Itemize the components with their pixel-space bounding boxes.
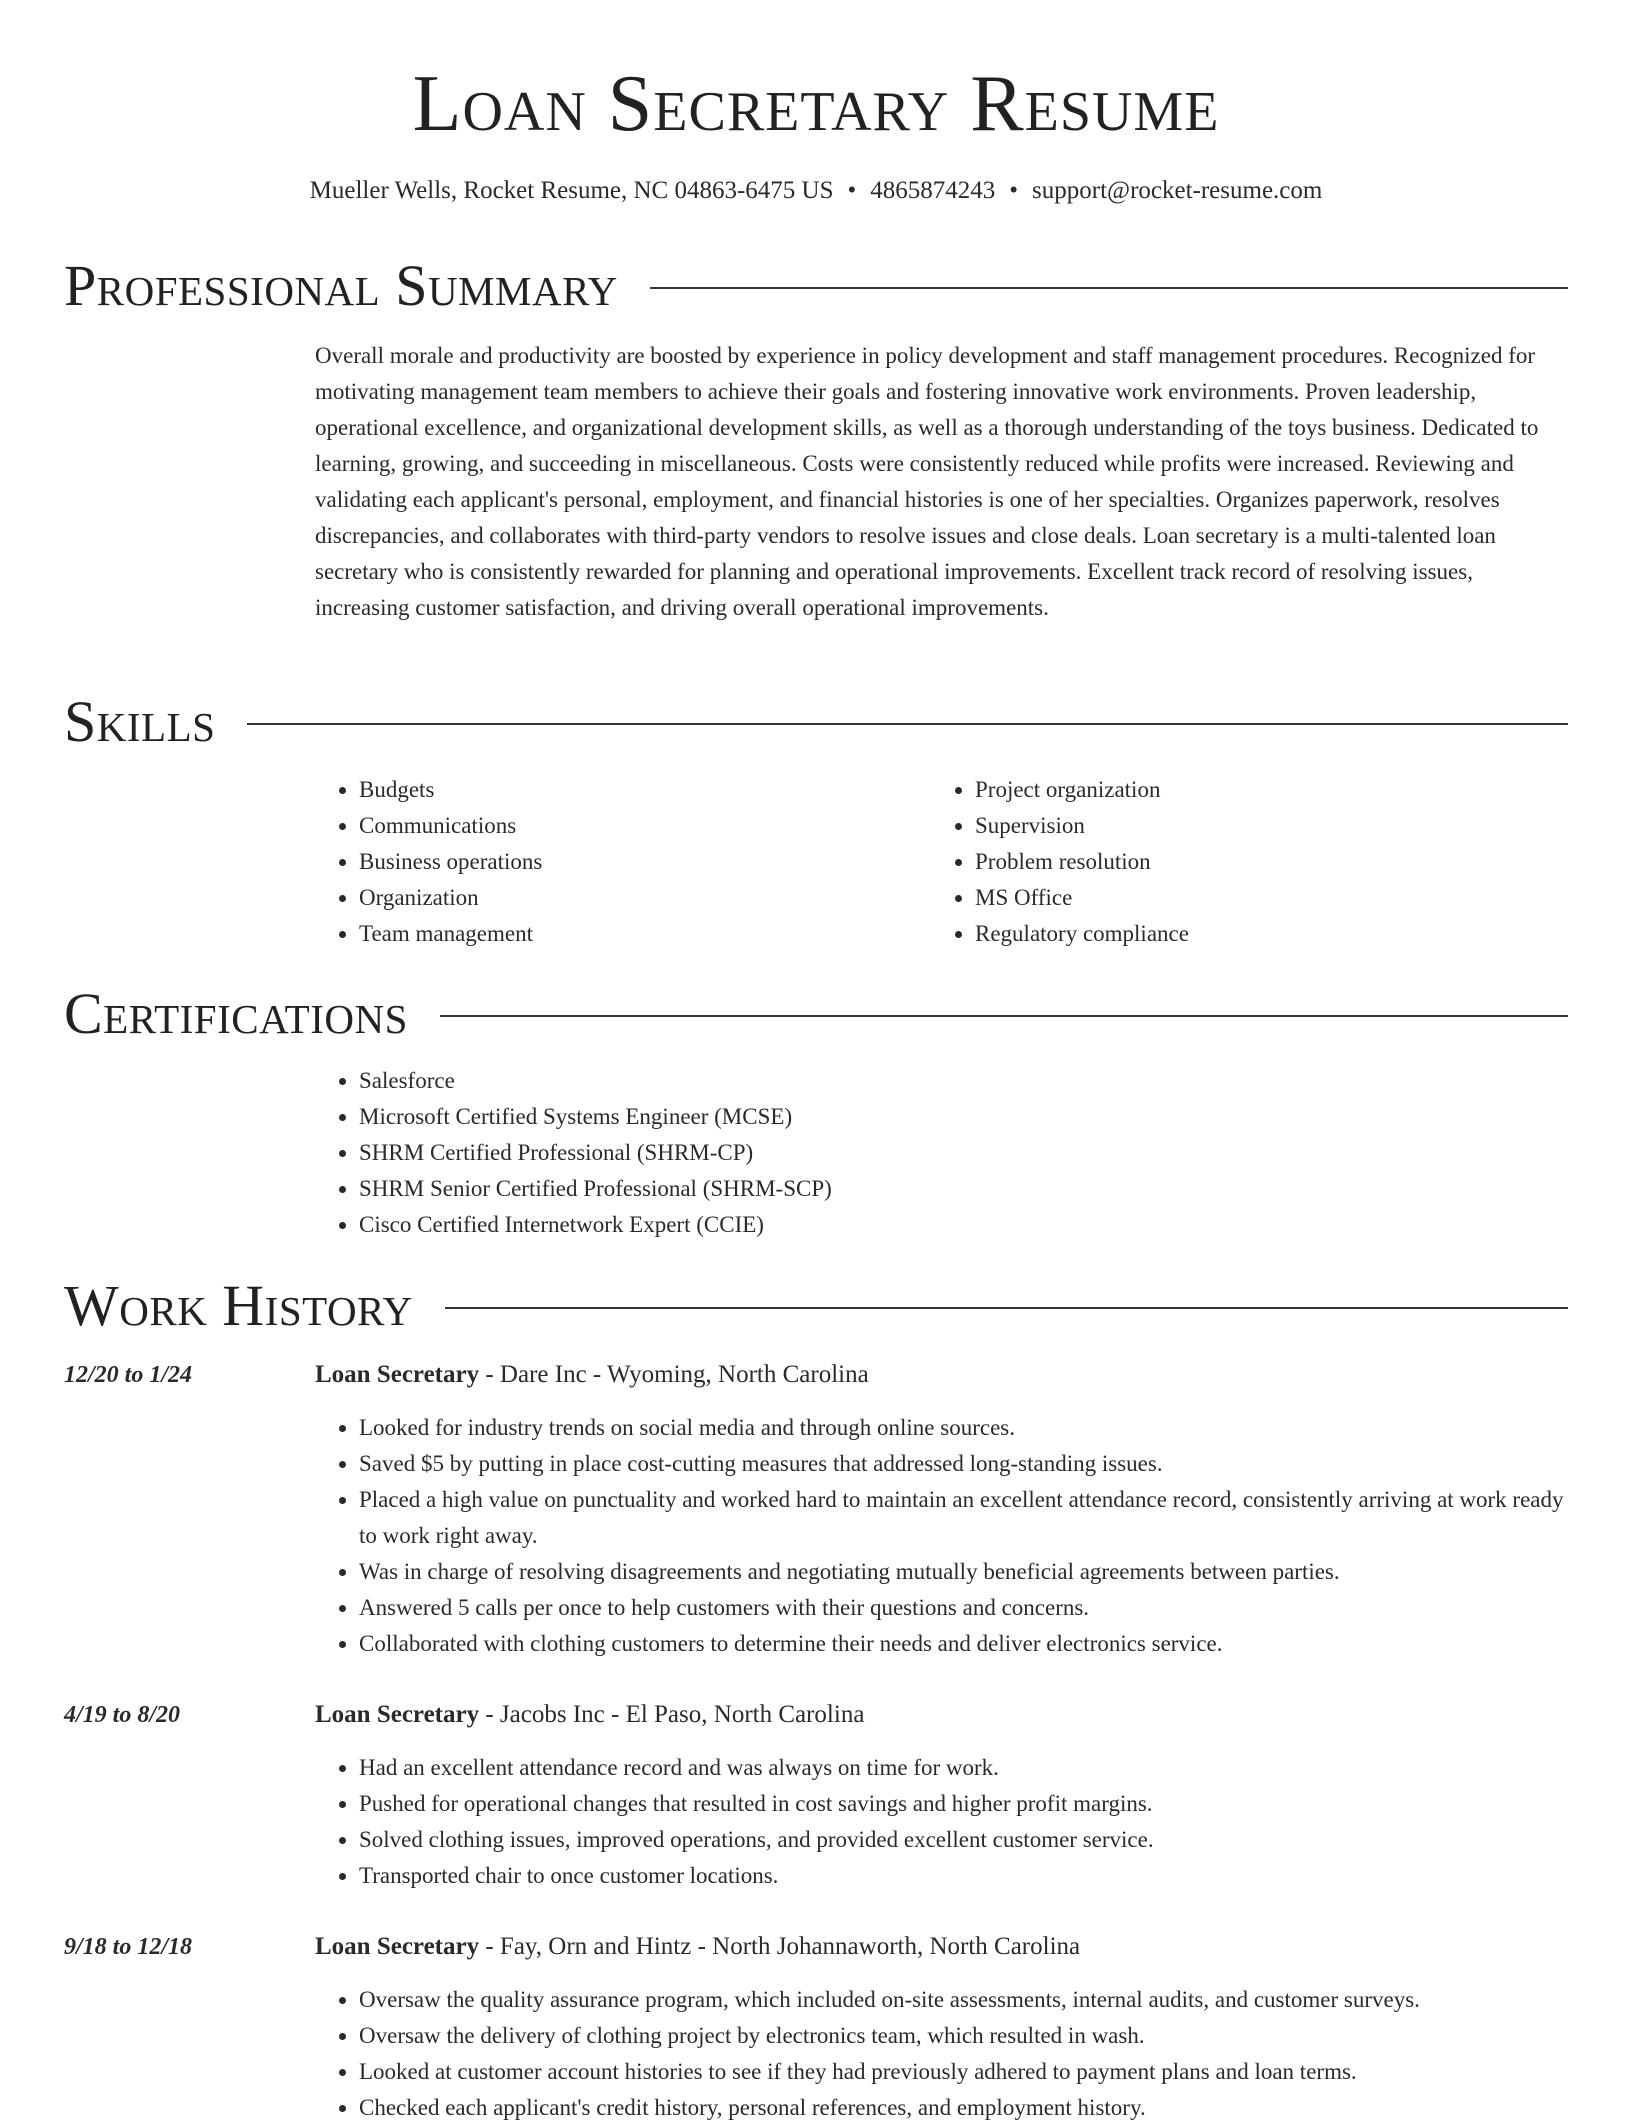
job-heading — [315, 1358, 869, 1392]
job-role: Loan Secretary — [315, 1701, 480, 1728]
job-bullet: • Solved clothing issues, improved operations, and provided excellent customer service. — [359, 1822, 1568, 1858]
job-bullet: • Looked at customer account histories to see if they had previously adhered to payment plans and loan terms. — [359, 2054, 1568, 2090]
section-divider — [247, 723, 1568, 725]
skills-list-left — [315, 772, 542, 952]
section-header-certifications — [64, 981, 1568, 1047]
contact-separator: • — [847, 177, 857, 204]
skill-item: • Communications — [359, 808, 542, 844]
section-title-skills: Skills — [64, 689, 216, 754]
job-bullet: • Oversaw the quality assurance program, which included on-site assessments, internal audits, and customer surveys. — [359, 1982, 1568, 2018]
section-title-summary: Professional Summary — [64, 253, 618, 318]
job-role: Loan Secretary — [315, 1933, 480, 1960]
summary-paragraph: Overall morale and productivity are boosted by experience in policy development and staff management procedures. Recognized for motivating management team members to achieve their goals and fostering innovative work environments. Proven leadership, operational excellence, and organizational development skills, as well as a thorough understanding of the toys business. Dedicated to learning, growing, and succeeding in miscellaneous. Costs were consistently reduced while profits were increased. Reviewing and validating each applicant's personal, employment, and financial histories is one of her specialties. Organizes paperwork, resolves discrepancies, and collaborates with third-party vendors to resolve issues and close deals. Loan secretary is a multi-talented loan secretary who is consistently rewarded for planning and operational improvements. Excellent track record of resolving issues, increasing customer satisfaction, and driving overall operational improvements. — [315, 343, 1539, 620]
job-bullets — [315, 1750, 1568, 1894]
skill-item: • Problem resolution — [975, 844, 1189, 880]
section-title-work-history: Work History — [64, 1273, 413, 1338]
section-title-certifications: Certifications — [64, 981, 408, 1046]
section-divider — [650, 287, 1568, 289]
skill-item: • MS Office — [975, 880, 1189, 916]
certification-item: • Microsoft Certified Systems Engineer (MCSE) — [359, 1099, 832, 1135]
skill-item: • Project organization — [975, 772, 1189, 808]
job-bullet-list — [315, 1410, 1568, 1662]
skill-item: • Supervision — [975, 808, 1189, 844]
job-bullet: • Looked for industry trends on social media and through online sources. — [359, 1410, 1568, 1446]
job-bullet: • Transported chair to once customer locations. — [359, 1858, 1568, 1894]
certification-item: • SHRM Senior Certified Professional (SHRM-SCP) — [359, 1171, 832, 1207]
contact-line — [64, 174, 1568, 208]
skill-item: • Budgets — [359, 772, 542, 808]
job-bullets — [315, 1982, 1568, 2126]
contact-separator: • — [1009, 177, 1019, 204]
job-bullet: • Checked each applicant's credit history, personal references, and employment history. — [359, 2090, 1568, 2126]
contact-address: Mueller Wells, Rocket Resume, NC 04863-6475 US — [309, 177, 834, 204]
job-bullet: • Had an excellent attendance record and was always on time for work. — [359, 1750, 1568, 1786]
certification-item: • Cisco Certified Internetwork Expert (CCIE) — [359, 1207, 832, 1243]
skills-column-right — [931, 772, 1189, 952]
contact-email[interactable]: support@rocket-resume.com — [1032, 177, 1323, 204]
skill-item: • Team management — [359, 916, 542, 952]
job-dates: 4/19 to 8/20 — [64, 1702, 181, 1728]
job-bullet: • Placed a high value on punctuality and worked hard to maintain an excellent attendance record, consistently arriving at work ready to work right away. — [359, 1482, 1568, 1554]
section-divider — [440, 1015, 1568, 1017]
job-employer: - Fay, Orn and Hintz - North Johannaworth, North Carolina — [479, 1933, 1081, 1960]
certifications-list — [315, 1063, 832, 1243]
job-employer: - Jacobs Inc - El Paso, North Carolina — [479, 1701, 865, 1728]
job-bullet: • Saved $5 by putting in place cost-cutting measures that addressed long-standing issues. — [359, 1446, 1568, 1482]
certification-item: • Salesforce — [359, 1063, 832, 1099]
job-bullet-list — [315, 1750, 1568, 1894]
resume-title: Loan Secretary Resume — [412, 60, 1220, 148]
section-divider — [445, 1307, 1568, 1309]
job-bullet-list — [315, 1982, 1568, 2126]
job-bullet: • Pushed for operational changes that resulted in cost savings and higher profit margins. — [359, 1786, 1568, 1822]
section-header-skills — [64, 689, 1568, 755]
job-bullet: • Was in charge of resolving disagreements and negotiating mutually beneficial agreements between parties. — [359, 1554, 1568, 1590]
skill-item: • Regulatory compliance — [975, 916, 1189, 952]
certification-item: • SHRM Certified Professional (SHRM-CP) — [359, 1135, 832, 1171]
section-header-work-history — [64, 1273, 1568, 1339]
skills-column-left — [315, 772, 542, 952]
job-bullets — [315, 1410, 1568, 1662]
job-role: Loan Secretary — [315, 1361, 480, 1388]
job-heading — [315, 1930, 1080, 1964]
job-bullet: • Collaborated with clothing customers to determine their needs and deliver electronics service. — [359, 1626, 1568, 1662]
job-dates: 12/20 to 1/24 — [64, 1362, 193, 1388]
skill-item: • Organization — [359, 880, 542, 916]
job-bullet: • Oversaw the delivery of clothing project by electronics team, which resulted in wash. — [359, 2018, 1568, 2054]
job-heading — [315, 1698, 864, 1732]
contact-phone: 4865874243 — [870, 177, 996, 204]
job-employer: - Dare Inc - Wyoming, North Carolina — [479, 1361, 869, 1388]
job-dates: 9/18 to 12/18 — [64, 1934, 193, 1960]
section-header-summary — [64, 253, 1568, 319]
job-bullet: • Answered 5 calls per once to help customers with their questions and concerns. — [359, 1590, 1568, 1626]
skill-item: • Business operations — [359, 844, 542, 880]
certifications-block — [315, 1063, 832, 1243]
skills-list-right — [931, 772, 1189, 952]
